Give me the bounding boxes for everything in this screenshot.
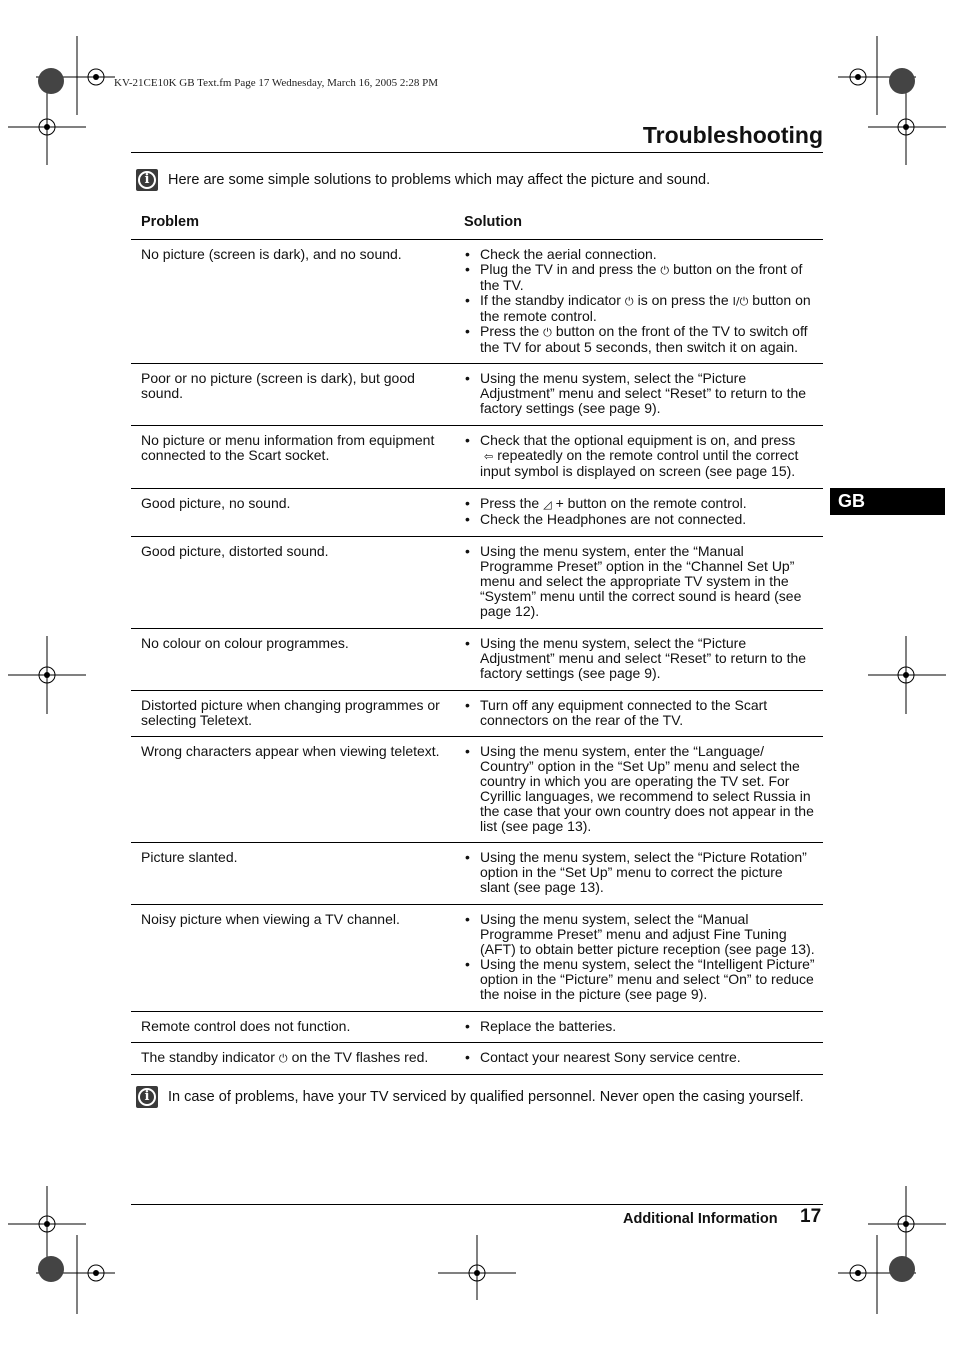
solution-item: • Plug the TV in and press the ⏻ button on the front of the TV. (465, 262, 815, 293)
info-icon: i (136, 169, 158, 191)
info-icon: i (136, 1086, 158, 1108)
input-icon: ⇦ (484, 450, 494, 463)
solution-item: • Check the aerial connection. (465, 247, 815, 262)
problem-cell: Remote control does not function. (141, 1018, 351, 1034)
language-tab: GB (830, 488, 945, 515)
outro-text: In case of problems, have your TV serviced by qualified personnel. Never open the casing yourself. (168, 1089, 804, 1105)
solution-item: • Press the ⏻ button on the front of the TV to switch off the TV for about 5 seconds, then switch it on again. (465, 324, 815, 355)
table-row (131, 628, 823, 690)
tv-standby-icon: I/⏻ (732, 295, 749, 308)
solution-item: • Check the Headphones are not connected. (465, 512, 815, 527)
solution-item: • Check that the optional equipment is on, and press ⇦ repeatedly on the remote control until the correct input symbol is displayed on screen (see page 15). (465, 433, 815, 479)
file-header: KV-21CE10K GB Text.fm Page 17 Wednesday, March 16, 2005 2:28 PM (114, 77, 439, 89)
power-icon: ⏻ (543, 326, 552, 339)
table-row (131, 239, 823, 363)
solution-cell (453, 698, 823, 728)
problem-cell: No colour on colour programmes. (141, 635, 349, 651)
problem-cell: Distorted picture when changing programmes or selecting Teletext. (141, 697, 440, 728)
table-row (131, 536, 823, 628)
problem-cell: No picture or menu information from equipment connected to the Scart socket. (141, 432, 435, 463)
table-row (131, 488, 823, 536)
solution-cell (453, 744, 823, 834)
problem-cell: The standby indicator ⏻ on the TV flashes red. (141, 1049, 429, 1065)
problem-cell: Poor or no picture (screen is dark), but good sound. (141, 370, 415, 401)
table-row (131, 904, 823, 1011)
solution-item: • Press the ◿ + button on the remote control. (465, 496, 815, 512)
solution-item: • If the standby indicator ⏻ is on press the I/⏻ button on the remote control. (465, 293, 815, 324)
standby-icon: ⏻ (278, 1052, 288, 1065)
solution-cell (453, 433, 823, 479)
problem-cell: Picture slanted. (141, 849, 238, 865)
solution-item: • Contact your nearest Sony service centre. (465, 1050, 815, 1065)
intro-text: Here are some simple solutions to problems which may affect the picture and sound. (168, 172, 711, 188)
standby-icon: ⏻ (624, 295, 634, 308)
power-icon: ⏻ (660, 264, 670, 277)
solution-item: • Using the menu system, enter the “Language/ Country” option in the “Set Up” menu and select the country in which you are operating the TV set. For Cyrillic languages, we recommend to select Russia in the case that your own country does not appear in the list (see page 13). (465, 744, 815, 834)
solution-item: • Using the menu system, select the “Intelligent Picture” option in the “Picture” menu and select “On” to reduce the noise in the picture (see page 9). (465, 957, 815, 1002)
table-row (131, 363, 823, 425)
solution-cell (453, 1019, 823, 1034)
problem-cell: Good picture, distorted sound. (141, 543, 329, 559)
solution-item: • Turn off any equipment connected to the Scart connectors on the rear of the TV. (465, 698, 815, 728)
solution-item: • Replace the batteries. (465, 1019, 815, 1034)
footer-rule (131, 1204, 823, 1205)
solution-cell (453, 1050, 823, 1066)
table-row (131, 842, 823, 904)
solution-item: • Using the menu system, select the “Manual Programme Preset” menu and adjust Fine Tuning (AFT) to obtain better picture reception (see page 13). (465, 912, 815, 957)
title-rule (131, 152, 823, 153)
header-solution: Solution (464, 214, 522, 230)
volume-icon: ◿ (543, 498, 552, 511)
header-problem: Problem (141, 214, 200, 230)
table-row (131, 690, 823, 736)
solution-item: • Using the menu system, select the “Picture Adjustment” menu and select “Reset” to return to the factory settings (see page 9). (465, 371, 815, 416)
solution-cell (453, 912, 823, 1002)
footer-section: Additional Information (623, 1211, 778, 1227)
solution-cell (453, 496, 823, 527)
problem-cell: Noisy picture when viewing a TV channel. (141, 911, 400, 927)
troubleshooting-table (131, 239, 823, 1075)
problem-cell: Good picture, no sound. (141, 495, 291, 511)
problem-cell: Wrong characters appear when viewing teletext. (141, 743, 440, 759)
problem-cell: No picture (screen is dark), and no sound. (141, 246, 402, 262)
table-row (131, 1042, 823, 1075)
solution-cell (453, 850, 823, 895)
solution-item: • Using the menu system, select the “Picture Adjustment” menu and select “Reset” to return to the factory settings (see page 9). (465, 636, 815, 681)
solution-cell (453, 636, 823, 681)
solution-cell (453, 371, 823, 416)
solution-cell (453, 247, 823, 355)
table-row (131, 736, 823, 842)
solution-item: • Using the menu system, enter the “Manual Programme Preset” option in the “Channel Set Up” menu and select the appropriate TV system in the “System” menu until the correct sound is heard (see page 12). (465, 544, 815, 619)
solution-cell (453, 544, 823, 619)
table-row (131, 425, 823, 488)
table-row (131, 1011, 823, 1042)
page-title: Troubleshooting (642, 122, 823, 148)
page-number: 17 (800, 1206, 822, 1227)
solution-item: • Using the menu system, select the “Picture Rotation” option in the “Set Up” menu to correct the picture slant (see page 13). (465, 850, 815, 895)
